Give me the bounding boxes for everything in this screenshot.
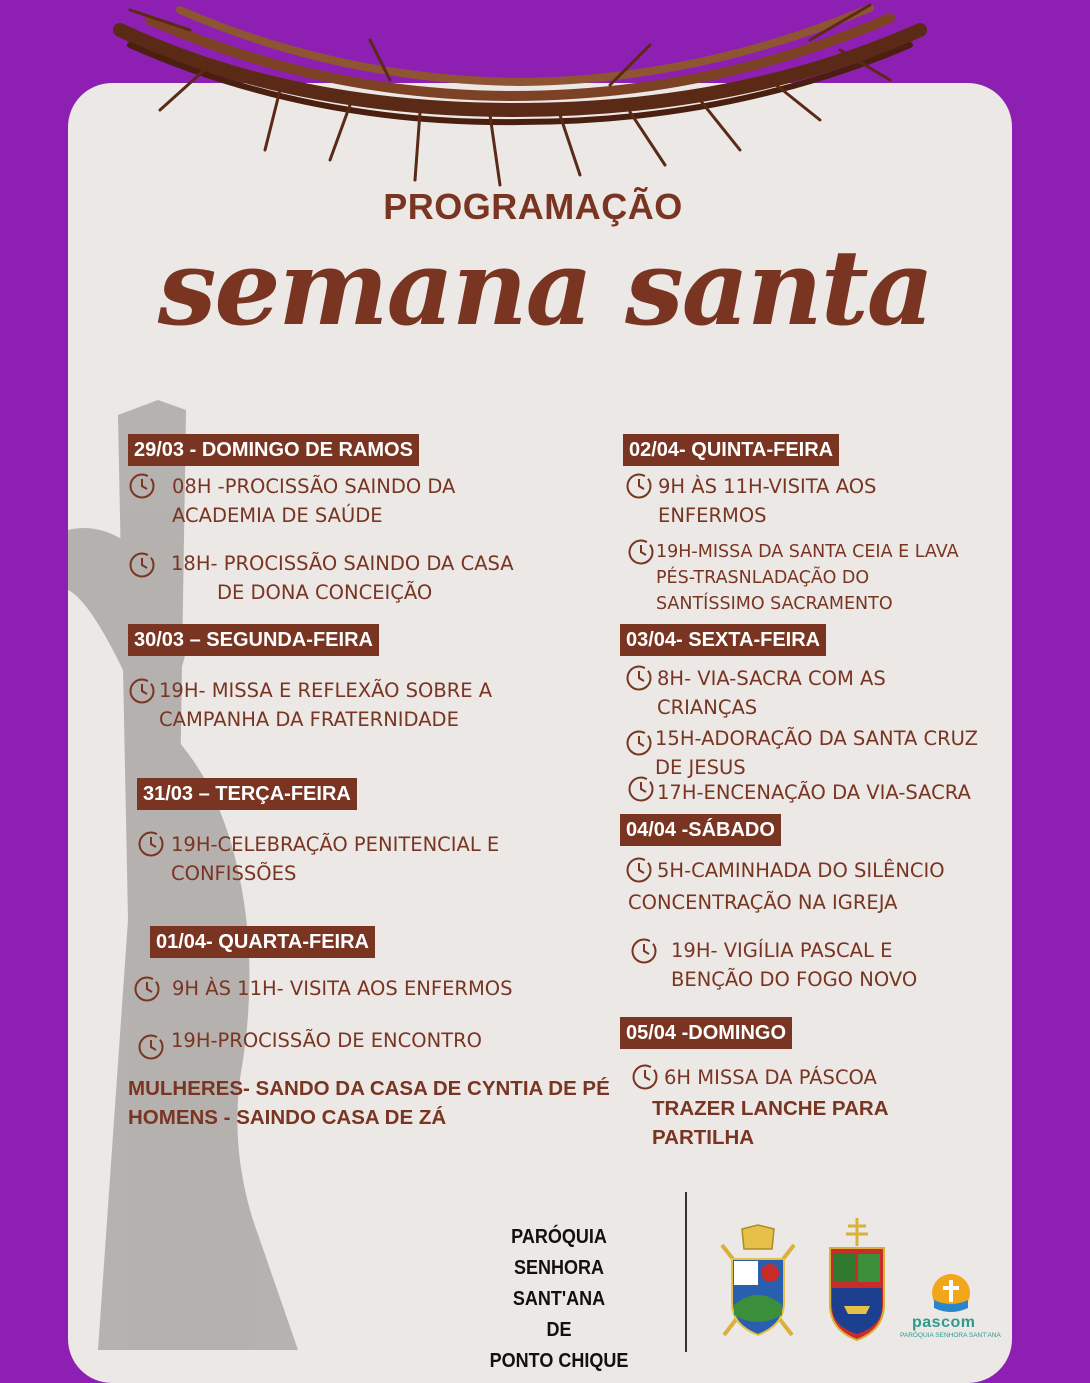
- pascom-subtitle: PARÓQUIA SENHORA SANT'ANA: [900, 1332, 1001, 1339]
- day-label-0104: 01/04- QUARTA-FEIRA: [150, 926, 375, 958]
- schedule-item: 19H- VIGÍLIA PASCAL E BENÇÃO DO FOGO NOVO: [671, 939, 918, 991]
- page-title: PROGRAMAÇÃO: [383, 186, 683, 227]
- clock-icon: [625, 664, 653, 692]
- crown-of-thorns-image: [90, 0, 940, 190]
- clock-icon: [625, 729, 653, 757]
- schedule-item: 9H ÀS 11H- VISITA AOS ENFERMOS: [172, 977, 513, 1000]
- schedule-item: 17H-ENCENAÇÃO DA VIA-SACRA: [657, 781, 971, 804]
- day-label-0331: 31/03 – TERÇA-FEIRA: [137, 778, 357, 810]
- day-label-0329: 29/03 - DOMINGO DE RAMOS: [128, 434, 419, 466]
- clock-icon: [630, 937, 658, 965]
- clock-icon: [137, 1033, 165, 1061]
- schedule-item: 5H-CAMINHADA DO SILÊNCIO CONCENTRAÇÃO NA IGREJA: [628, 859, 945, 914]
- schedule-item: 19H-PROCISSÃO DE ENCONTRO: [171, 1029, 483, 1052]
- day-label-0404: 04/04 -SÁBADO: [620, 814, 781, 846]
- day-label-0204: 02/04- QUINTA-FEIRA: [623, 434, 839, 466]
- clock-icon: [128, 551, 156, 579]
- clock-icon: [128, 677, 156, 705]
- diocese-crest: [712, 1225, 804, 1345]
- pascom-logo: [930, 1272, 972, 1314]
- parish-name: PARÓQUIA SENHORA SANT'ANA DE PONTO CHIQUE: [489, 1226, 629, 1372]
- clock-icon: [137, 830, 165, 858]
- footer-divider: [685, 1192, 687, 1352]
- schedule-item: 18H- PROCISSÃO SAINDO DA CASA DE DONA CONCEIÇÃO: [171, 552, 514, 604]
- clock-icon: [133, 975, 161, 1003]
- day-label-0504: 05/04 -DOMINGO: [620, 1017, 792, 1049]
- clock-icon: [625, 472, 653, 500]
- event-title: semana santa: [157, 226, 933, 349]
- clock-icon: [631, 1063, 659, 1091]
- parish-crest: [826, 1218, 888, 1348]
- note-text: MULHERES- SANDO DA CASA DE CYNTIA DE PÉ HOMENS - SAINDO CASA DE ZÁ: [128, 1077, 610, 1129]
- schedule-item: 08H -PROCISSÃO SAINDO DA ACADEMIA DE SAÚDE: [172, 475, 456, 527]
- clock-icon: [627, 538, 655, 566]
- schedule-item: 19H-MISSA DA SANTA CEIA E LAVA PÉS-TRASNLADAÇÃO DO SANTÍSSIMO SACRAMENTO: [656, 542, 959, 614]
- day-label-0304: 03/04- SEXTA-FEIRA: [620, 624, 826, 656]
- schedule-item: 6H MISSA DA PÁSCOA: [664, 1066, 877, 1089]
- pascom-name: pascom: [912, 1314, 976, 1331]
- clock-icon: [128, 472, 156, 500]
- schedule-item: 8H- VIA-SACRA COM AS CRIANÇAS: [657, 667, 886, 719]
- day-label-0330: 30/03 – SEGUNDA-FEIRA: [128, 624, 379, 656]
- schedule-item: 15H-ADORAÇÃO DA SANTA CRUZ DE JESUS: [655, 727, 978, 779]
- schedule-item: 9H ÀS 11H-VISITA AOS ENFERMOS: [658, 475, 877, 527]
- note-text: TRAZER LANCHE PARA PARTILHA: [652, 1097, 889, 1149]
- schedule-item: 19H- MISSA E REFLEXÃO SOBRE A CAMPANHA DA FRATERNIDADE: [159, 679, 493, 731]
- schedule-item: 19H-CELEBRAÇÃO PENITENCIAL E CONFISSÕES: [171, 833, 500, 885]
- clock-icon: [627, 775, 655, 803]
